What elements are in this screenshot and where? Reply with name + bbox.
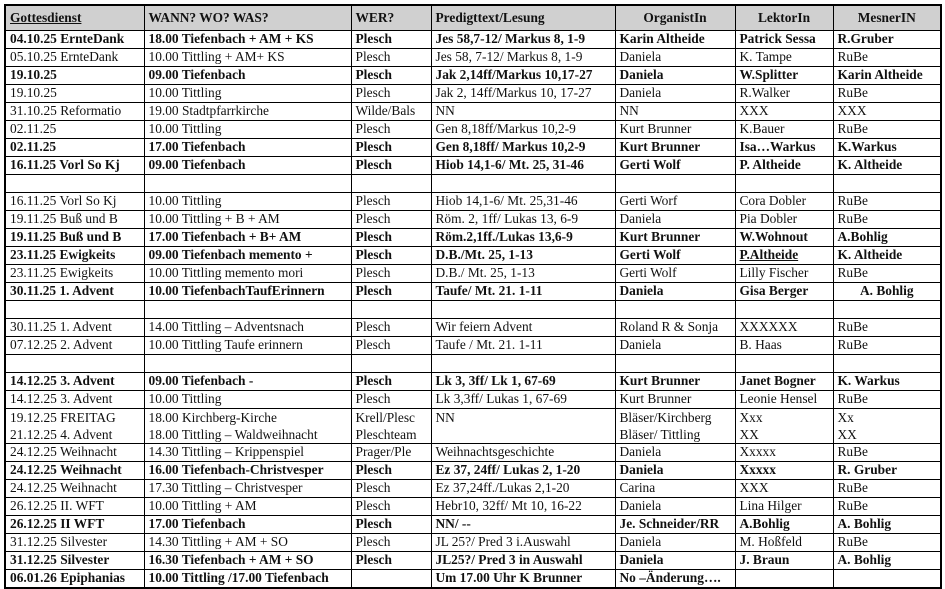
cell-wann-wo-was: 10.00 Tittling /17.00 Tiefenbach xyxy=(144,570,351,589)
cell-wer: Plesch xyxy=(351,85,431,103)
cell-gottesdienst: 14.12.25 3. Advent xyxy=(5,391,144,409)
cell-organistin: Kurt Brunner xyxy=(615,121,735,139)
cell-predigttext: Lk 3, 3ff/ Lk 1, 67-69 xyxy=(431,373,615,391)
cell-predigttext: Gen 8,18ff/Markus 10,2-9 xyxy=(431,121,615,139)
cell-line: Krell/Plesc xyxy=(355,410,415,425)
cell-mesnerin: RuBe xyxy=(833,49,941,67)
schedule-row xyxy=(5,49,941,67)
cell-wann-wo-was xyxy=(144,175,351,193)
cell-mesnerin: K.Warkus xyxy=(833,139,941,157)
cell-mesnerin: RuBe xyxy=(833,391,941,409)
cell-gottesdienst: 24.12.25 Weihnacht xyxy=(5,462,144,480)
cell-gottesdienst: 23.11.25 Ewigkeits xyxy=(5,247,144,265)
cell-line: Bläser/Kirchberg xyxy=(619,410,712,425)
cell-wer: Plesch xyxy=(351,337,431,355)
cell-line: Pleschteam xyxy=(355,427,417,442)
cell-wann-wo-was: 10.00 Tittling xyxy=(144,193,351,211)
cell-organistin: Daniela xyxy=(615,211,735,229)
cell-organistin: Daniela xyxy=(615,498,735,516)
cell-wer: Plesch xyxy=(351,193,431,211)
cell-wann-wo-was: 10.00 Tittling + AM+ KS xyxy=(144,49,351,67)
cell-lektorin: Cora Dobler xyxy=(735,193,833,211)
cell-line: Xxx xyxy=(739,410,763,425)
cell-wer: Plesch xyxy=(351,67,431,85)
cell-lektorin: M. Hoßfeld xyxy=(735,534,833,552)
cell-wer: Plesch xyxy=(351,49,431,67)
cell-lektorin: R.Walker xyxy=(735,85,833,103)
cell-wann-wo-was: 17.30 Tittling – Christvesper xyxy=(144,480,351,498)
cell-organistin: Daniela xyxy=(615,534,735,552)
cell-mesnerin: RuBe xyxy=(833,211,941,229)
cell-line: 21.12.25 4. Advent xyxy=(10,427,113,442)
cell-predigttext xyxy=(431,355,615,373)
schedule-row xyxy=(5,67,941,85)
cell-wer: Plesch xyxy=(351,247,431,265)
schedule-row xyxy=(5,570,941,589)
cell-predigttext: Jes 58,7-12/ Markus 8, 1-9 xyxy=(431,31,615,49)
schedule-row xyxy=(5,103,941,121)
cell-predigttext: Jak 2, 14ff/Markus 10, 17-27 xyxy=(431,85,615,103)
cell-line: Bläser/ Tittling xyxy=(619,427,701,442)
cell-organistin xyxy=(615,175,735,193)
cell-lektorin: XXX xyxy=(735,103,833,121)
cell-line: XX xyxy=(739,427,759,442)
cell-organistin: Daniela xyxy=(615,49,735,67)
schedule-row xyxy=(5,283,941,301)
cell-predigttext: Ez 37, 24ff/ Lukas 2, 1-20 xyxy=(431,462,615,480)
cell-organistin: Je. Schneider/RR xyxy=(615,516,735,534)
cell-lektorin: Lilly Fischer xyxy=(735,265,833,283)
cell-wann-wo-was: 10.00 Tittling Taufe erinnern xyxy=(144,337,351,355)
schedule-row xyxy=(5,265,941,283)
cell-line: 19.12.25 FREITAG xyxy=(10,410,116,425)
cell-organistin: NN xyxy=(615,103,735,121)
cell-mesnerin: K. Altheide xyxy=(833,157,941,175)
spacer-row xyxy=(5,301,941,319)
header-lektorin: LektorIn xyxy=(735,5,833,31)
cell-predigttext: Röm.2,1ff./Lukas 13,6-9 xyxy=(431,229,615,247)
cell-organistin: Kurt Brunner xyxy=(615,373,735,391)
spacer-row xyxy=(5,355,941,373)
cell-lektorin: P. Altheide xyxy=(735,157,833,175)
cell-predigttext: Ez 37,24ff./Lukas 2,1-20 xyxy=(431,480,615,498)
cell-wann-wo-was: 09.00 Tiefenbach xyxy=(144,67,351,85)
cell-wer: Plesch xyxy=(351,121,431,139)
cell-gottesdienst: 14.12.25 3. Advent xyxy=(5,373,144,391)
cell-gottesdienst: 02.11.25 xyxy=(5,139,144,157)
cell-predigttext: Weihnachtsgeschichte xyxy=(431,444,615,462)
cell-wann-wo-was: 09.00 Tiefenbach - xyxy=(144,373,351,391)
cell-wer: Plesch xyxy=(351,462,431,480)
cell-lektorin xyxy=(735,570,833,589)
cell-predigttext xyxy=(431,301,615,319)
schedule-row xyxy=(5,31,941,49)
cell-lektorin: Lina Hilger xyxy=(735,498,833,516)
cell-mesnerin xyxy=(833,570,941,589)
cell-wann-wo-was: 17.00 Tiefenbach xyxy=(144,139,351,157)
cell-wann-wo-was: 10.00 Tittling + AM xyxy=(144,498,351,516)
cell-gottesdienst: 04.10.25 ErnteDank xyxy=(5,31,144,49)
cell-line xyxy=(436,426,615,443)
cell-wer xyxy=(351,355,431,373)
cell-gottesdienst: 26.12.25 II. WFT xyxy=(5,498,144,516)
cell-wann-wo-was: 14.30 Tittling – Krippenspiel xyxy=(144,444,351,462)
cell-gottesdienst: 16.11.25 Vorl So Kj xyxy=(5,193,144,211)
cell-lektorin: A.Bohlig xyxy=(735,516,833,534)
cell-wann-wo-was: 09.00 Tiefenbach xyxy=(144,157,351,175)
cell-organistin xyxy=(615,301,735,319)
cell-mesnerin: RuBe xyxy=(833,319,941,337)
schedule-row xyxy=(5,319,941,337)
cell-gottesdienst: 16.11.25 Vorl So Kj xyxy=(5,157,144,175)
cell-lektorin: Xxxxx xyxy=(735,462,833,480)
cell-wer xyxy=(351,570,431,589)
schedule-row xyxy=(5,498,941,516)
cell-predigttext: Hiob 14,1-6/ Mt. 25, 31-46 xyxy=(431,157,615,175)
cell-lektorin xyxy=(735,301,833,319)
cell-gottesdienst: 31.12.25 Silvester xyxy=(5,534,144,552)
schedule-row xyxy=(5,552,941,570)
cell-wer: Plesch xyxy=(351,534,431,552)
cell-wann-wo-was: 10.00 Tittling + B + AM xyxy=(144,211,351,229)
cell-mesnerin: A. Bohlig xyxy=(833,552,941,570)
cell-wer: Plesch xyxy=(351,391,431,409)
cell-mesnerin: K. Warkus xyxy=(833,373,941,391)
cell-wer: Plesch xyxy=(351,283,431,301)
cell-gottesdienst: 26.12.25 II WFT xyxy=(5,516,144,534)
cell-wer: Plesch xyxy=(351,516,431,534)
cell-wer: Plesch xyxy=(351,498,431,516)
cell-wer: Plesch xyxy=(351,139,431,157)
header-organistin: OrganistIn xyxy=(615,5,735,31)
cell-predigttext: Röm. 2, 1ff/ Lukas 13, 6-9 xyxy=(431,211,615,229)
cell-gottesdienst: 02.11.25 xyxy=(5,121,144,139)
cell-lektorin: Pia Dobler xyxy=(735,211,833,229)
cell-lektorin xyxy=(735,409,833,444)
schedule-row xyxy=(5,229,941,247)
cell-wer: Plesch xyxy=(351,31,431,49)
cell-gottesdienst: 24.12.25 Weihnacht xyxy=(5,480,144,498)
cell-wer xyxy=(351,175,431,193)
cell-predigttext: Hiob 14,1-6/ Mt. 25,31-46 xyxy=(431,193,615,211)
cell-line: XX xyxy=(837,427,857,442)
cell-organistin: No –Änderung…. xyxy=(615,570,735,589)
cell-organistin: Daniela xyxy=(615,462,735,480)
cell-mesnerin: XXX xyxy=(833,103,941,121)
cell-wann-wo-was: 10.00 Tittling memento mori xyxy=(144,265,351,283)
cell-predigttext: Jes 58, 7-12/ Markus 8, 1-9 xyxy=(431,49,615,67)
cell-predigttext: Lk 3,3ff/ Lukas 1, 67-69 xyxy=(431,391,615,409)
cell-predigttext: Wir feiern Advent xyxy=(431,319,615,337)
cell-line: Xx xyxy=(837,410,854,425)
schedule-row xyxy=(5,444,941,462)
cell-wer: Plesch xyxy=(351,480,431,498)
cell-predigttext: D.B./Mt. 25, 1-13 xyxy=(431,247,615,265)
cell-mesnerin: RuBe xyxy=(833,444,941,462)
cell-organistin: Gerti Wolf xyxy=(615,157,735,175)
cell-lektorin: W.Splitter xyxy=(735,67,833,85)
cell-organistin xyxy=(615,409,735,444)
cell-mesnerin: RuBe xyxy=(833,265,941,283)
cell-mesnerin: R. Gruber xyxy=(833,462,941,480)
cell-wann-wo-was: 14.00 Tittling – Adventsnach xyxy=(144,319,351,337)
schedule-row xyxy=(5,409,941,444)
cell-wer: Plesch xyxy=(351,319,431,337)
cell-mesnerin: RuBe xyxy=(833,193,941,211)
cell-wer: Wilde/Bals xyxy=(351,103,431,121)
cell-wann-wo-was: 10.00 TiefenbachTaufErinnern xyxy=(144,283,351,301)
spacer-row xyxy=(5,175,941,193)
cell-organistin: Daniela xyxy=(615,85,735,103)
cell-wann-wo-was: 16.00 Tiefenbach-Christvesper xyxy=(144,462,351,480)
cell-mesnerin: RuBe xyxy=(833,121,941,139)
cell-lektorin: Leonie Hensel xyxy=(735,391,833,409)
schedule-row xyxy=(5,337,941,355)
cell-wer: Plesch xyxy=(351,211,431,229)
cell-wer xyxy=(351,301,431,319)
schedule-row xyxy=(5,247,941,265)
cell-wann-wo-was: 10.00 Tittling xyxy=(144,391,351,409)
cell-mesnerin: RuBe xyxy=(833,534,941,552)
header-gottesdienst: Gottesdienst xyxy=(5,5,144,31)
schedule-row xyxy=(5,139,941,157)
cell-mesnerin: Karin Altheide xyxy=(833,67,941,85)
cell-wer: Plesch xyxy=(351,373,431,391)
cell-lektorin: XXXXXX xyxy=(735,319,833,337)
cell-predigttext xyxy=(431,175,615,193)
cell-wann-wo-was: 14.30 Tittling + AM + SO xyxy=(144,534,351,552)
cell-predigttext: Taufe/ Mt. 21. 1-11 xyxy=(431,283,615,301)
cell-gottesdienst: 31.12.25 Silvester xyxy=(5,552,144,570)
cell-mesnerin: RuBe xyxy=(833,498,941,516)
cell-line: 18.00 Kirchberg-Kirche xyxy=(148,410,277,425)
cell-lektorin: K.Bauer xyxy=(735,121,833,139)
cell-mesnerin: R.Gruber xyxy=(833,31,941,49)
cell-organistin: Daniela xyxy=(615,283,735,301)
cell-mesnerin xyxy=(833,301,941,319)
schedule-row xyxy=(5,516,941,534)
schedule-row xyxy=(5,534,941,552)
cell-line: 18.00 Tittling – Waldweihnacht xyxy=(148,427,318,442)
cell-gottesdienst: 30.11.25 1. Advent xyxy=(5,319,144,337)
cell-wer: Plesch xyxy=(351,229,431,247)
cell-gottesdienst: 05.10.25 ErnteDank xyxy=(5,49,144,67)
cell-line: NN xyxy=(435,410,455,425)
cell-organistin xyxy=(615,355,735,373)
cell-wann-wo-was xyxy=(144,301,351,319)
schedule-document xyxy=(4,4,940,589)
cell-gottesdienst xyxy=(5,175,144,193)
schedule-row xyxy=(5,121,941,139)
schedule-row xyxy=(5,373,941,391)
cell-predigttext: NN/ -- xyxy=(431,516,615,534)
cell-wann-wo-was: 19.00 Stadtpfarrkirche xyxy=(144,103,351,121)
cell-organistin: Daniela xyxy=(615,444,735,462)
cell-predigttext: JL 25?/ Pred 3 i.Auswahl xyxy=(431,534,615,552)
cell-lektorin: Patrick Sessa xyxy=(735,31,833,49)
cell-mesnerin: RuBe xyxy=(833,337,941,355)
cell-wann-wo-was: 10.00 Tittling xyxy=(144,121,351,139)
cell-mesnerin: A. Bohlig xyxy=(833,283,941,301)
cell-gottesdienst: 31.10.25 Reformatio xyxy=(5,103,144,121)
cell-predigttext: Jak 2,14ff/Markus 10,17-27 xyxy=(431,67,615,85)
cell-mesnerin xyxy=(833,355,941,373)
cell-mesnerin xyxy=(833,175,941,193)
schedule-body xyxy=(5,31,941,589)
cell-mesnerin: A.Bohlig xyxy=(833,229,941,247)
cell-wann-wo-was: 18.00 Tiefenbach + AM + KS xyxy=(144,31,351,49)
cell-organistin: Daniela xyxy=(615,337,735,355)
cell-mesnerin: K. Altheide xyxy=(833,247,941,265)
schedule-row xyxy=(5,211,941,229)
cell-predigttext: Hebr10, 32ff/ Mt 10, 16-22 xyxy=(431,498,615,516)
cell-organistin: Gerti Worf xyxy=(615,193,735,211)
cell-wann-wo-was: 09.00 Tiefenbach memento + xyxy=(144,247,351,265)
cell-predigttext: NN xyxy=(431,103,615,121)
header-predigttext: Predigttext/Lesung xyxy=(431,5,615,31)
cell-organistin: Roland R & Sonja xyxy=(615,319,735,337)
cell-predigttext: JL25?/ Pred 3 in Auswahl xyxy=(431,552,615,570)
cell-wer: Plesch xyxy=(351,552,431,570)
cell-gottesdienst xyxy=(5,355,144,373)
cell-wann-wo-was: 16.30 Tiefenbach + AM + SO xyxy=(144,552,351,570)
cell-lektorin: Isa…Warkus xyxy=(735,139,833,157)
cell-gottesdienst xyxy=(5,301,144,319)
cell-wann-wo-was: 10.00 Tittling xyxy=(144,85,351,103)
cell-lektorin: Janet Bogner xyxy=(735,373,833,391)
cell-gottesdienst: 24.12.25 Weihnacht xyxy=(5,444,144,462)
cell-lektorin xyxy=(735,247,833,265)
cell-predigttext: Gen 8,18ff/ Markus 10,2-9 xyxy=(431,139,615,157)
cell-gottesdienst: 06.01.26 Epiphanias xyxy=(5,570,144,589)
cell-wann-wo-was: 17.00 Tiefenbach xyxy=(144,516,351,534)
header-wer: WER? xyxy=(351,5,431,31)
cell-wann-wo-was: 17.00 Tiefenbach + B+ AM xyxy=(144,229,351,247)
cell-lektorin xyxy=(735,355,833,373)
cell-lektorin: Xxxxx xyxy=(735,444,833,462)
cell-lektorin xyxy=(735,175,833,193)
cell-organistin: Gerti Wolf xyxy=(615,265,735,283)
schedule-row xyxy=(5,85,941,103)
cell-lektorin: Gisa Berger xyxy=(735,283,833,301)
cell-organistin: Carina xyxy=(615,480,735,498)
cell-organistin: Daniela xyxy=(615,67,735,85)
cell-gottesdienst: 19.11.25 Buß und B xyxy=(5,211,144,229)
cell-predigttext: Um 17.00 Uhr K Brunner xyxy=(431,570,615,589)
cell-organistin: Kurt Brunner xyxy=(615,139,735,157)
cell-organistin: Karin Altheide xyxy=(615,31,735,49)
cell-lektorin: B. Haas xyxy=(735,337,833,355)
schedule-row xyxy=(5,462,941,480)
cell-wer: Plesch xyxy=(351,265,431,283)
cell-wann-wo-was xyxy=(144,409,351,444)
cell-gottesdienst: 07.12.25 2. Advent xyxy=(5,337,144,355)
cell-lektorin: K. Tampe xyxy=(735,49,833,67)
schedule-row xyxy=(5,193,941,211)
cell-organistin: Gerti Wolf xyxy=(615,247,735,265)
cell-mesnerin: A. Bohlig xyxy=(833,516,941,534)
cell-gottesdienst: 23.11.25 Ewigkeits xyxy=(5,265,144,283)
cell-mesnerin xyxy=(833,409,941,444)
cell-predigttext: Taufe / Mt. 21. 1-11 xyxy=(431,337,615,355)
schedule-row xyxy=(5,157,941,175)
cell-organistin: Kurt Brunner xyxy=(615,229,735,247)
cell-gottesdienst xyxy=(5,409,144,444)
header-mesnerin: MesnerIN xyxy=(833,5,941,31)
cell-lektorin: J. Braun xyxy=(735,552,833,570)
cell-gottesdienst: 19.10.25 xyxy=(5,67,144,85)
cell-gottesdienst: 30.11.25 1. Advent xyxy=(5,283,144,301)
schedule-row xyxy=(5,391,941,409)
cell-predigttext: D.B./ Mt. 25, 1-13 xyxy=(431,265,615,283)
service-schedule-table xyxy=(4,4,942,589)
cell-wer xyxy=(351,409,431,444)
cell-predigttext xyxy=(431,409,615,444)
cell-lektorin: XXX xyxy=(735,480,833,498)
cell-wer: Prager/Ple xyxy=(351,444,431,462)
cell-organistin: Kurt Brunner xyxy=(615,391,735,409)
cell-gottesdienst: 19.10.25 xyxy=(5,85,144,103)
header-wann-wo-was: WANN? WO? WAS? xyxy=(144,5,351,31)
schedule-row xyxy=(5,480,941,498)
cell-organistin: Daniela xyxy=(615,552,735,570)
header-row xyxy=(5,5,941,31)
cell-lektorin: W.Wohnout xyxy=(735,229,833,247)
cell-text: P.Altheide xyxy=(739,247,799,262)
cell-wer: Plesch xyxy=(351,157,431,175)
cell-mesnerin: RuBe xyxy=(833,85,941,103)
cell-wann-wo-was xyxy=(144,355,351,373)
cell-mesnerin: RuBe xyxy=(833,480,941,498)
cell-gottesdienst: 19.11.25 Buß und B xyxy=(5,229,144,247)
